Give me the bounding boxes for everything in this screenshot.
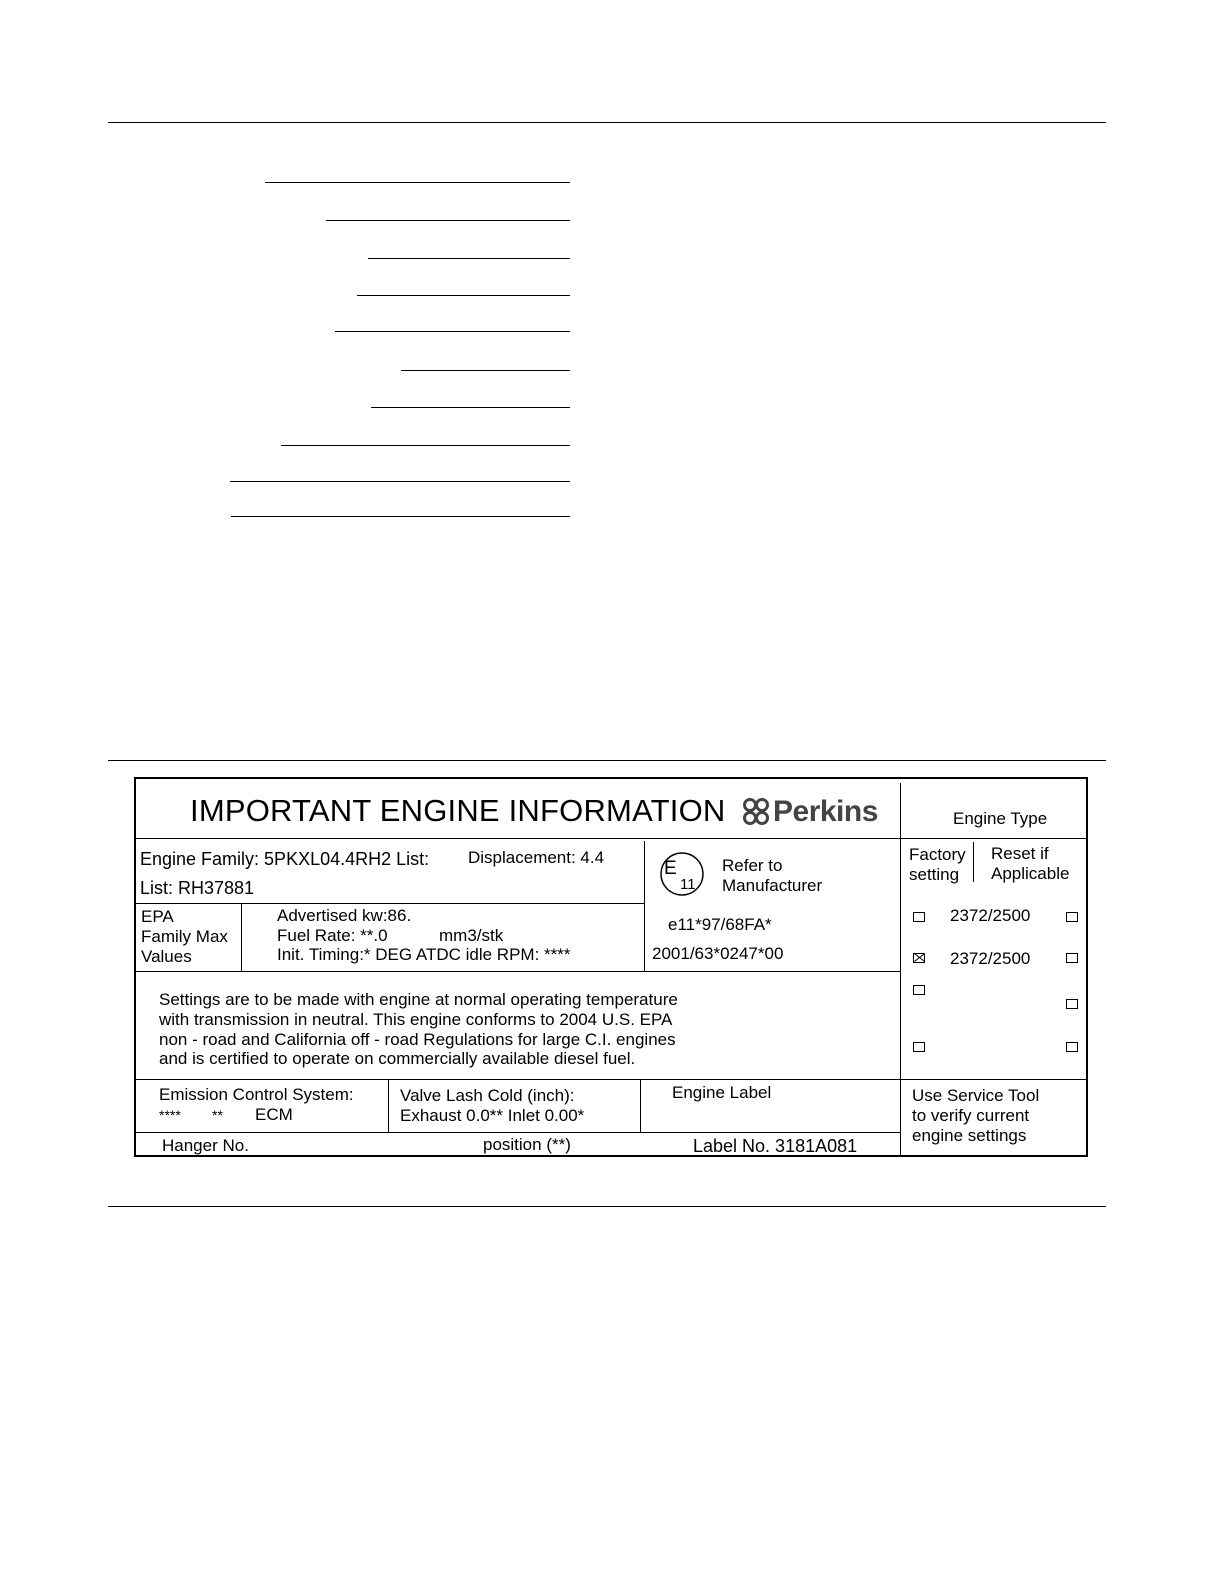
factory-setting-checkbox[interactable]: [913, 912, 925, 922]
divider: [241, 903, 242, 972]
settings-text-line: non - road and California off - road Regulations for large C.I. engines: [159, 1030, 676, 1049]
e-mark-number: 11: [680, 876, 696, 893]
middle-rule: [108, 760, 1106, 761]
e-mark-icon: [659, 851, 705, 897]
perkins-logo-icon: [742, 798, 770, 826]
blank-line[interactable]: [281, 445, 570, 446]
advertised-kw: Advertised kw:86.: [277, 906, 412, 925]
blank-line[interactable]: [335, 331, 570, 332]
label-number: Label No. 3181A081: [693, 1136, 858, 1156]
emission-code: ECM: [255, 1105, 293, 1124]
divider: [136, 838, 1086, 839]
blank-line[interactable]: [230, 481, 570, 482]
service-tool-line: to verify current: [912, 1106, 1030, 1125]
divider: [136, 1132, 900, 1133]
engine-type-heading: Engine Type: [953, 809, 1048, 828]
settings-text-line: with transmission in neutral. This engine conforms to 2004 U.S. EPA: [159, 1010, 673, 1029]
epa-label-1: EPA: [141, 907, 174, 926]
valve-lash-heading: Valve Lash Cold (inch):: [400, 1086, 575, 1105]
hanger-number: Hanger No.: [162, 1136, 249, 1155]
blank-line[interactable]: [368, 258, 570, 259]
reset-checkbox[interactable]: [1066, 912, 1078, 922]
engine-family: Engine Family: 5PKXL04.4RH2 List:: [140, 849, 430, 869]
divider: [644, 841, 645, 972]
reset-checkbox[interactable]: [1066, 999, 1078, 1009]
divider: [388, 1079, 389, 1132]
engine-label-heading: Engine Label: [672, 1083, 772, 1102]
reset-checkbox[interactable]: [1066, 1042, 1078, 1052]
valve-lash-values: Exhaust 0.0** Inlet 0.00*: [400, 1106, 585, 1125]
approval-number-1: e11*97/68FA*: [668, 915, 772, 934]
refer-line-2: Manufacturer: [722, 876, 823, 895]
setting-value: 2372/2500: [950, 949, 1031, 968]
blank-line[interactable]: [231, 516, 570, 517]
displacement: Displacement: 4.4: [468, 848, 605, 867]
divider: [136, 1079, 1086, 1080]
list-number: List: RH37881: [140, 878, 255, 898]
reset-line-2: Applicable: [991, 864, 1070, 883]
engine-info-label: [134, 777, 1088, 1157]
brand-name: Perkins: [773, 795, 878, 828]
divider: [136, 971, 900, 972]
fuel-rate-unit: mm3/stk: [439, 926, 504, 945]
divider: [973, 842, 974, 882]
perkins-logo: [742, 795, 878, 829]
emission-code: ****: [159, 1107, 181, 1123]
factory-setting-checkbox[interactable]: [913, 953, 925, 963]
reset-line-1: Reset if: [991, 844, 1049, 863]
emission-code: **: [212, 1107, 223, 1123]
service-tool-line: engine settings: [912, 1126, 1027, 1145]
init-timing: Init. Timing:* DEG ATDC idle RPM: ****: [277, 945, 571, 964]
settings-text-line: and is certified to operate on commercially available diesel fuel.: [159, 1049, 636, 1068]
blank-line[interactable]: [371, 407, 570, 408]
epa-label-2: Family Max: [141, 927, 228, 946]
divider: [136, 903, 644, 904]
bottom-rule: [108, 1206, 1106, 1207]
refer-line-1: Refer to: [722, 856, 783, 875]
factory-setting-line-2: setting: [909, 865, 960, 884]
setting-value: 2372/2500: [950, 906, 1031, 925]
blank-line[interactable]: [265, 182, 570, 183]
position-note: position (**): [483, 1135, 571, 1154]
emission-heading: Emission Control System:: [159, 1085, 354, 1104]
factory-setting-checkbox[interactable]: [913, 1042, 925, 1052]
settings-text-line: Settings are to be made with engine at normal operating temperature: [159, 990, 678, 1009]
approval-number-2: 2001/63*0247*00: [652, 944, 784, 963]
factory-setting-checkbox[interactable]: [913, 985, 925, 995]
fuel-rate: Fuel Rate: **.0: [277, 926, 388, 945]
reset-checkbox[interactable]: [1066, 953, 1078, 963]
e-mark-letter: E: [664, 858, 677, 879]
top-rule: [108, 122, 1106, 123]
divider: [640, 1079, 641, 1132]
divider: [900, 783, 901, 1155]
factory-setting-line-1: Factory: [909, 845, 966, 864]
epa-label-3: Values: [141, 947, 192, 966]
blank-line[interactable]: [326, 220, 570, 221]
blank-line[interactable]: [401, 370, 570, 371]
blank-line[interactable]: [357, 295, 570, 296]
label-title: IMPORTANT ENGINE INFORMATION: [190, 793, 726, 828]
service-tool-line: Use Service Tool: [912, 1086, 1040, 1105]
